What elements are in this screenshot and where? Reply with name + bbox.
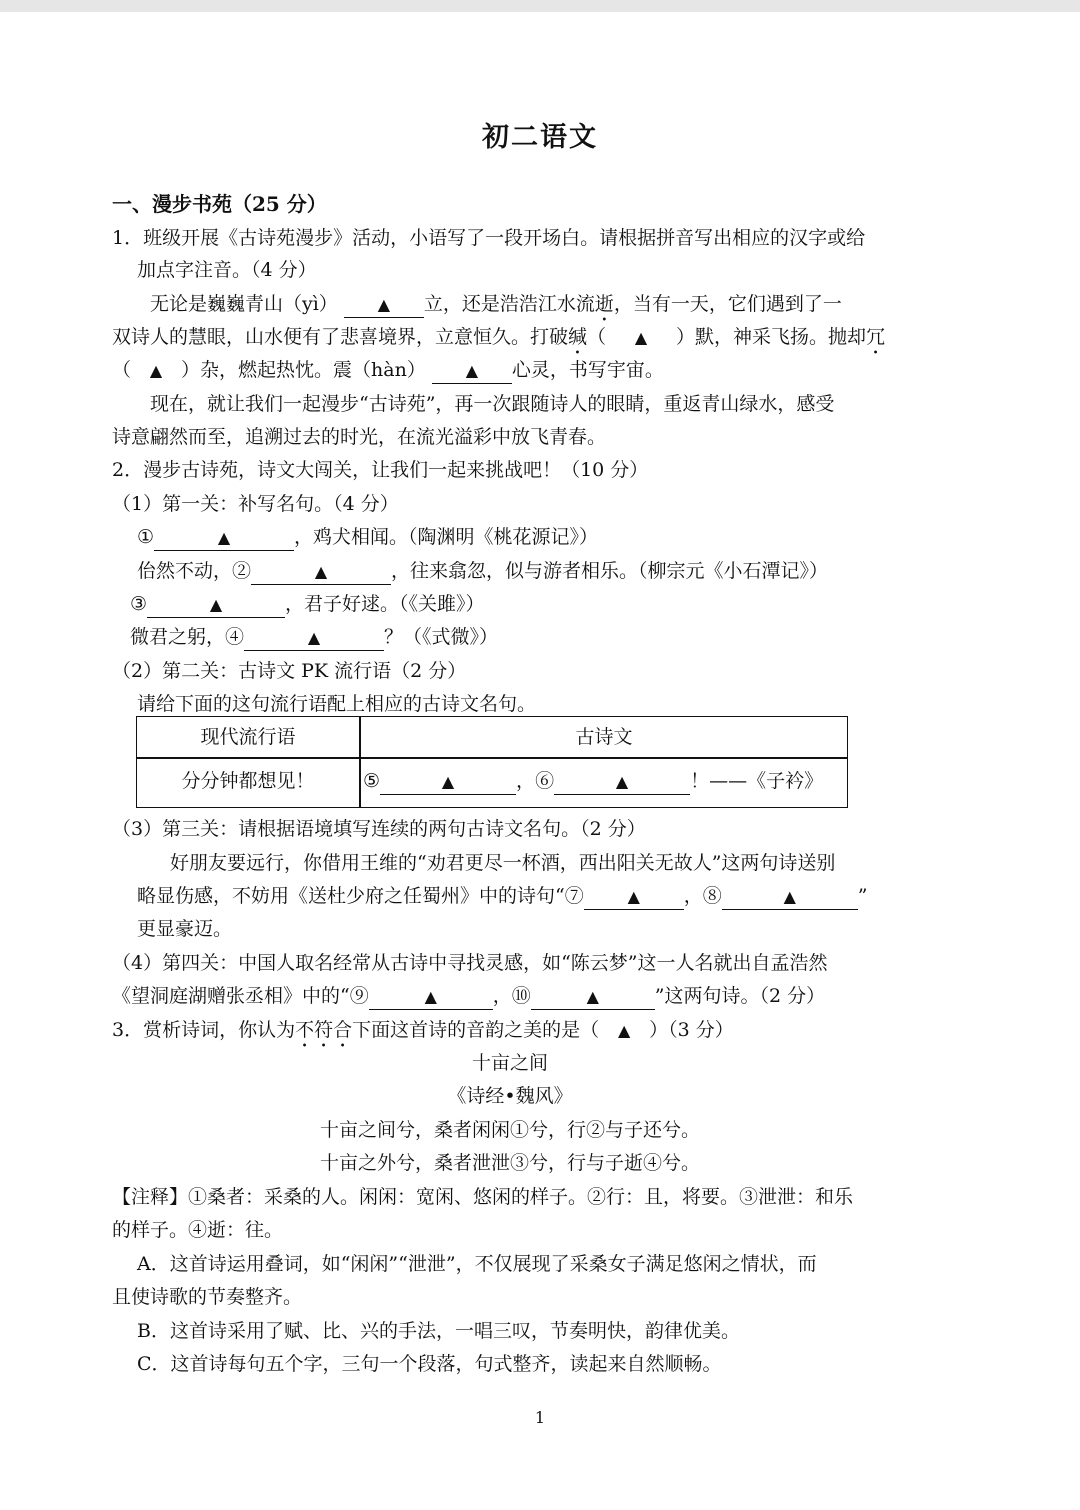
dotted-char: 缄 xyxy=(568,326,588,348)
mark-triangle: ▲ xyxy=(209,595,223,614)
text: ）默，神采飞扬。抛却 xyxy=(676,326,867,348)
mark-triangle: ▲ xyxy=(617,1021,631,1040)
poem-line1: 十亩之间兮，桑者闲闲①兮，行②与子还兮。 xyxy=(319,1119,700,1141)
answer-blank[interactable] xyxy=(147,592,285,618)
q1-stem-line2: 加点字注音。（4 分） xyxy=(137,259,317,281)
poem-line2: 十亩之外兮，桑者泄泄③兮，行与子逝④兮。 xyxy=(319,1152,700,1174)
table-divider-horizontal xyxy=(137,757,847,759)
text: ”这两句诗。（2 分） xyxy=(654,985,826,1007)
text: ，往来翕忽，似与游者相乐。（柳宗元《小石潭记》） xyxy=(391,560,829,582)
poem-notes-line2: 的样子。④逝：往。 xyxy=(112,1219,284,1241)
page-number: 1 xyxy=(534,1408,546,1427)
q1-passage-line4: 现在，就让我们一起漫步“古诗苑”，再一次跟随诗人的眼睛，重返青山绿水，感受 xyxy=(150,393,835,415)
q2-part2-heading: （2）第二关：古诗文 PK 流行语（2 分） xyxy=(112,660,467,682)
mark-triangle: ▲ xyxy=(586,987,599,1006)
text: 微君之躬， xyxy=(130,626,226,648)
answer-slot[interactable] xyxy=(131,356,181,385)
poem-title: 十亩之间 xyxy=(471,1052,548,1074)
q2-part3-line3: 更显豪迈。 xyxy=(137,918,233,940)
q2-part1-heading: （1）第一关：补写名句。（4 分） xyxy=(112,493,399,515)
q3-stem xyxy=(112,1016,734,1052)
q2-line2 xyxy=(137,557,828,585)
answer-blank[interactable] xyxy=(369,984,493,1010)
answer-blank[interactable] xyxy=(584,884,684,910)
text: ，当有一天，它们遇到了一 xyxy=(613,293,842,315)
answer-blank[interactable] xyxy=(244,625,384,651)
mark-triangle: ▲ xyxy=(217,528,231,547)
circle-number: ⑥ xyxy=(535,770,555,792)
mark-triangle: ▲ xyxy=(377,295,391,314)
answer-blank[interactable] xyxy=(154,525,294,551)
q1-passage-line2 xyxy=(112,323,885,359)
text: ” xyxy=(857,885,868,907)
answer-blank[interactable] xyxy=(554,769,690,795)
table-header-classical: 古诗文 xyxy=(575,726,633,748)
q2-part3-line1: 好朋友要远行，你借用王维的“劝君更尽一杯酒，西出阳关无故人”这两句诗送别 xyxy=(170,852,836,874)
mark-triangle: ▲ xyxy=(441,772,455,791)
text: 3．赏析诗词，你认为 xyxy=(112,1019,296,1041)
poem-source: 《诗经•魏风》 xyxy=(447,1085,573,1107)
circle-number: ⑧ xyxy=(702,885,722,907)
dotted-char: 逝 xyxy=(594,293,614,315)
circle-number: ⑤ xyxy=(363,770,381,792)
text: ， xyxy=(683,885,703,907)
circle-number: ⑨ xyxy=(349,985,369,1007)
q1-stem-line1: 1．班级开展《古诗苑漫步》活动，小语写了一段开场白。请根据拼音写出相应的汉字或给 xyxy=(112,227,866,249)
answer-blank[interactable] xyxy=(251,559,391,585)
text: ，君子好逑。（《关雎》） xyxy=(285,593,485,615)
text: 心灵，书写宇宙。 xyxy=(511,359,664,381)
option-a-line1: A．这首诗运用叠词，如“闲闲”“泄泄”，不仅展现了采桑女子满足悠闲之情状，而 xyxy=(137,1253,817,1275)
window-top-edge xyxy=(0,0,1080,12)
option-a-line2: 且使诗歌的节奏整齐。 xyxy=(112,1286,303,1308)
q2-line3 xyxy=(130,590,485,618)
text: 《望洞庭湖赠张丞相》中的“ xyxy=(112,985,350,1007)
option-b: B．这首诗采用了赋、比、兴的手法，一唱三叹，节奏明快，韵律优美。 xyxy=(137,1320,740,1342)
q1-passage-line1 xyxy=(150,290,842,326)
table-header-modern: 现代流行语 xyxy=(200,726,296,748)
text: 双诗人的慧眼，山水便有了悲喜境界，立意恒久。打破 xyxy=(112,326,569,348)
option-c: C．这首诗每句五个字，三句一个段落，句式整齐，读起来自然顺畅。 xyxy=(137,1353,722,1375)
answer-blank[interactable] xyxy=(722,884,858,910)
answer-slot[interactable] xyxy=(606,323,676,352)
table-cell-phrase: 分分钟都想见！ xyxy=(181,770,315,792)
mark-triangle: ▲ xyxy=(307,628,321,647)
q1-passage-line5: 诗意翩然而至，追溯过去的时光，在流光溢彩中放飞青春。 xyxy=(112,426,607,448)
q2-part4-line2 xyxy=(112,982,825,1010)
q2-part2-instruction: 请给下面的这句流行语配上相应的古诗文名句。 xyxy=(137,693,537,715)
answer-blank[interactable] xyxy=(344,292,424,318)
text: 佁然不动， xyxy=(137,560,233,582)
text: 略显伤感，不妨用《送杜少府之任蜀州》中的诗句“ xyxy=(137,885,565,907)
matching-table xyxy=(136,716,848,808)
q2-part3-heading: （3）第三关：请根据语境填写连续的两句古诗文名句。（2 分） xyxy=(112,818,646,840)
answer-blank[interactable] xyxy=(380,769,516,795)
answer-blank[interactable] xyxy=(432,358,512,384)
poem-notes-line1: 【注释】①桑者：采桑的人。闲闲：宽闲、悠闲的样子。②行：且，将要。③泄泄：和乐 xyxy=(112,1186,854,1208)
q2-line4 xyxy=(130,623,498,651)
text: （ xyxy=(112,359,132,381)
text: 下面这首诗的音韵之美的是（ xyxy=(352,1019,600,1041)
q1-passage-line3 xyxy=(112,356,664,385)
mark-triangle: ▲ xyxy=(627,887,640,906)
mark-triangle: ▲ xyxy=(615,772,629,791)
circle-number: ③ xyxy=(130,593,148,615)
text: ， xyxy=(492,985,512,1007)
mark-triangle: ▲ xyxy=(634,328,648,347)
q2-part3-line2 xyxy=(137,882,867,910)
text: ！——《子衿》 xyxy=(690,770,824,792)
text: （ xyxy=(587,326,607,348)
text: 无论是巍巍青山（yì） xyxy=(150,293,338,315)
circle-number: ⑩ xyxy=(511,985,531,1007)
text: ， xyxy=(516,770,536,792)
answer-blank[interactable] xyxy=(531,984,655,1010)
exam-page xyxy=(0,12,1080,1510)
mark-triangle: ▲ xyxy=(149,361,163,380)
q2-part4-line1: （4）第四关：中国人取名经常从古诗中寻找灵感，如“陈云梦”这一人名就出自孟浩然 xyxy=(112,952,828,974)
circle-number: ① xyxy=(137,526,155,548)
circle-number: ⑦ xyxy=(564,885,584,907)
text: ）（3 分） xyxy=(649,1019,734,1041)
q2-line1 xyxy=(137,523,598,551)
table-cell-answer xyxy=(363,767,823,795)
text: 立，还是浩浩江水流 xyxy=(423,293,595,315)
mark-triangle: ▲ xyxy=(424,987,437,1006)
text: ）杂，燃起热忱。震（hàn） xyxy=(181,359,426,381)
text: ，鸡犬相闻。（陶渊明《桃花源记》） xyxy=(294,526,599,548)
dotted-emphasis: 不符合 xyxy=(295,1019,353,1041)
section-heading: 一、漫步书苑（25 分） xyxy=(112,192,327,216)
mark-triangle: ▲ xyxy=(783,887,796,906)
q2-stem: 2．漫步古诗苑，诗文大闯关，让我们一起来挑战吧！（10 分） xyxy=(112,459,649,481)
text: ？（《式微》） xyxy=(384,626,499,648)
page-title: 初二语文 xyxy=(482,122,598,153)
dotted-char: 冗 xyxy=(866,326,886,348)
answer-slot[interactable] xyxy=(599,1016,649,1045)
mark-triangle: ▲ xyxy=(465,361,479,380)
circle-number: ② xyxy=(232,560,252,582)
mark-triangle: ▲ xyxy=(314,562,328,581)
circle-number: ④ xyxy=(225,626,245,648)
